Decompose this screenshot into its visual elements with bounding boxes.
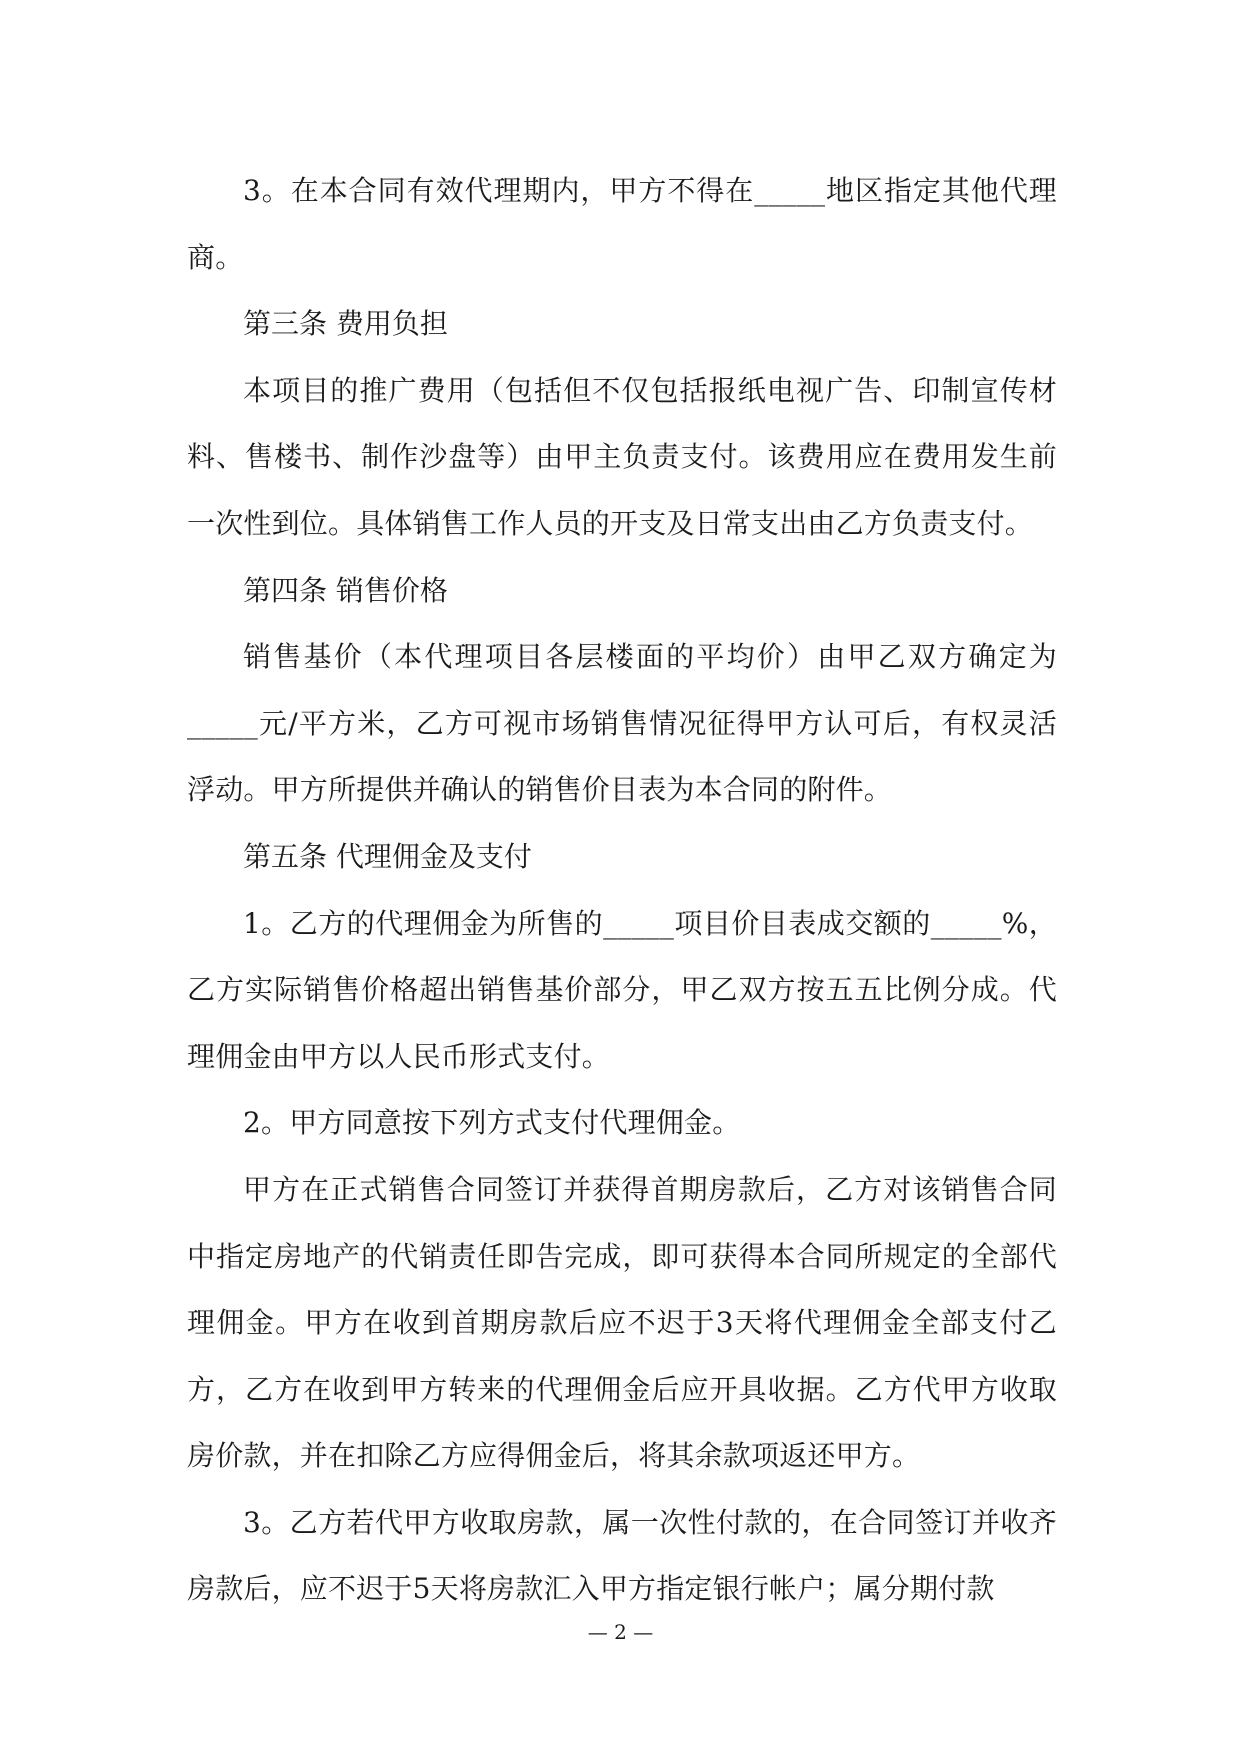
document-body	[187, 158, 1057, 1623]
article-4-body: 销售基价（本代理项目各层楼面的平均价）由甲乙双方确定为_____元/平方米，乙方可视市场销售情况征得甲方认可后，有权灵活浮动。甲方所提供并确认的销售价目表为本合同的附件。	[187, 640, 1057, 807]
page-number: — 2 —	[587, 1620, 654, 1644]
article-5-item-2-body: 甲方在正式销售合同签订并获得首期房款后，乙方对该销售合同中指定房地产的代销责任即告完成，即可获得本合同所规定的全部代理佣金。甲方在收到首期房款后应不迟于3天将代理佣金全部支付乙方，乙方在收到甲方转来的代理佣金后应开具收据。乙方代甲方收取房价款，并在扣除乙方应得佣金后，将其余款项返还甲方。	[187, 1172, 1057, 1473]
article-5-heading: 第五条 代理佣金及支付	[243, 839, 532, 873]
article-5-item-1: 1。乙方的代理佣金为所售的_____项目价目表成交额的_____%，乙方实际销售价格超出销售基价部分，甲乙双方按五五比例分成。代理佣金由甲方以人民币形式支付。	[187, 906, 1057, 1073]
clause-2-item-3: 3。在本合同有效代理期内，甲方不得在_____地区指定其他代理商。	[187, 174, 1057, 274]
article-5-item-2: 2。甲方同意按下列方式支付代理佣金。	[243, 1106, 741, 1140]
article-4-heading: 第四条 销售价格	[243, 573, 448, 607]
article-5-item-3: 3。乙方若代甲方收取房款，属一次性付款的，在合同签订并收齐房款后，应不迟于5天将房款汇入甲方指定银行帐户；属分期付款	[187, 1505, 1057, 1606]
article-3-heading: 第三条 费用负担	[243, 307, 448, 341]
article-3-body: 本项目的推广费用（包括但不仅包括报纸电视广告、印制宣传材料、售楼书、制作沙盘等）由甲主负责支付。该费用应在费用发生前一次性到位。具体销售工作人员的开支及日常支出由乙方负责支付。	[187, 373, 1057, 540]
